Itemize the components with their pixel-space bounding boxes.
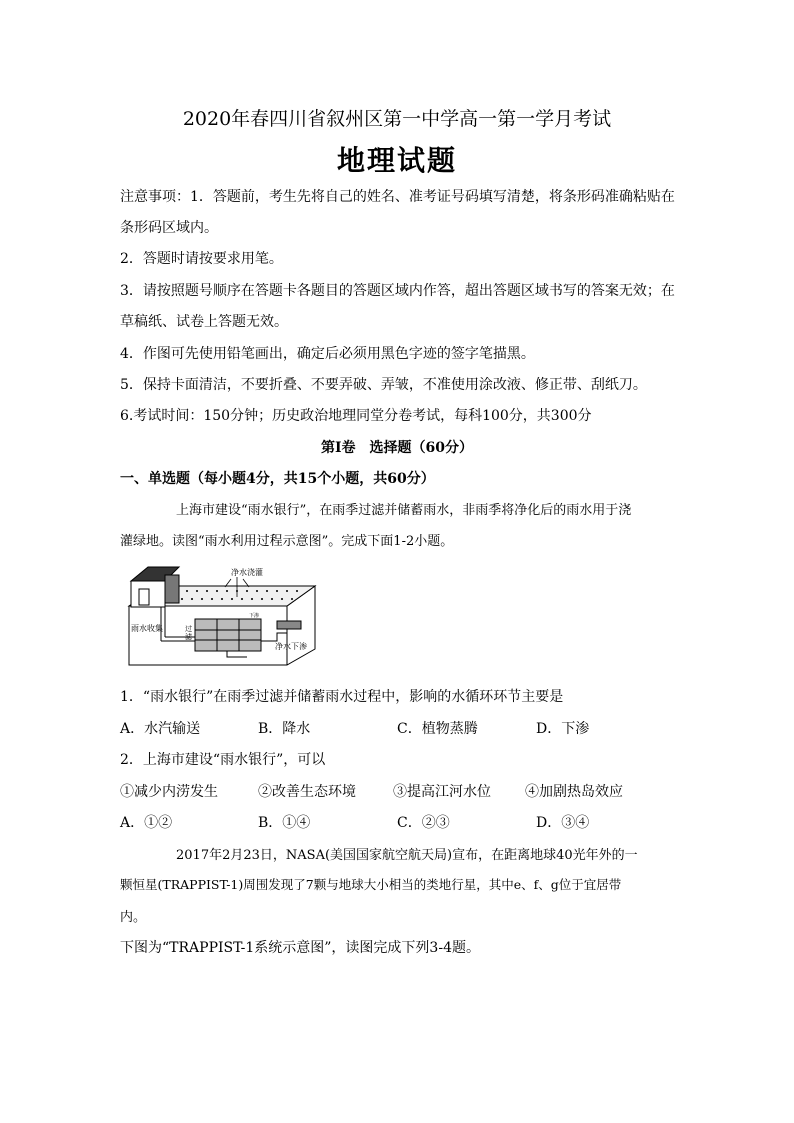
question-1-stem: 1．“雨水银行”在雨季过滤并储蓄雨水过程中，影响的水循环环节主要是 bbox=[120, 689, 564, 705]
passage2-line-1: 2017年2月23日，NASA(美国国家航空航天局)宣布，在距离地球40光年外的一 bbox=[176, 848, 638, 863]
part-title: 一、单选题（每小题4分，共15个小题，共60分） bbox=[120, 471, 435, 487]
notes-line-6: 6.考试时间：150分钟；历史政治地理同堂分卷考试，每科100分，共300分 bbox=[120, 408, 592, 424]
notes-line-3b: 草稿纸、试卷上答题无效。 bbox=[120, 314, 288, 330]
q2-option-d: D．③④ bbox=[536, 815, 590, 831]
label-rain-collect: 雨水收集 bbox=[131, 624, 163, 633]
exam-title: 2020年春四川省叙州区第一中学高一第一学月考试 bbox=[182, 108, 612, 130]
q2-choice-4: ④加剧热岛效应 bbox=[525, 784, 623, 800]
notes-line-5: 5．保持卡面清洁，不要折叠、不要弄破、弄皱，不准使用涂改液、修正带、刮纸刀。 bbox=[120, 377, 647, 393]
label-filter-2: 滤 bbox=[185, 633, 192, 641]
rainwater-diagram bbox=[127, 561, 319, 669]
q2-choice-1: ①减少内涝发生 bbox=[120, 784, 218, 800]
q1-option-a: A．水汽输送 bbox=[120, 721, 201, 737]
q2-option-b: B．①④ bbox=[258, 815, 311, 831]
label-down: 下渗 bbox=[249, 613, 260, 619]
notes-line-1b: 条形码区域内。 bbox=[120, 220, 218, 236]
notes-line-3: 3．请按照题号顺序在答题卡各题目的答题区域内作答，超出答题区域书写的答案无效；在 bbox=[120, 283, 675, 299]
subject-title: 地理试题 bbox=[336, 144, 457, 177]
question-2-stem: 2．上海市建设“雨水银行”，可以 bbox=[120, 752, 326, 768]
notes-line-2: 2．答题时请按要求用笔。 bbox=[120, 251, 283, 267]
passage2-line-4: 下图为“TRAPPIST-1系统示意图”，读图完成下列3-4题。 bbox=[120, 940, 480, 956]
passage1-line-2: 灌绿地。读图“雨水利用过程示意图”。完成下面1-2小题。 bbox=[120, 534, 454, 549]
q1-option-c: C．植物蒸腾 bbox=[397, 721, 478, 737]
passage2-line-3: 内。 bbox=[120, 910, 147, 925]
notes-line-1: 注意事项：1．答题前，考生先将自己的姓名、准考证号码填写清楚，将条形码准确粘贴在 bbox=[120, 189, 675, 205]
q2-option-a: A．①② bbox=[120, 815, 173, 831]
passage2-line-2: 颗恒星(TRAPPIST-1)周围发现了7颗与地球大小相当的类地行星，其中e、f、g位于宜居带 bbox=[120, 877, 622, 892]
q1-option-b: B．降水 bbox=[258, 721, 311, 737]
notes-line-4: 4．作图可先使用铅笔画出，确定后必须用黑色字迹的签字笔描黑。 bbox=[120, 346, 535, 362]
label-infiltrate: 净水下渗 bbox=[275, 642, 307, 651]
passage1-line-1: 上海市建设“雨水银行”，在雨季过滤并储蓄雨水，非雨季将净化后的雨水用于浇 bbox=[176, 503, 632, 518]
label-filter-1: 过 bbox=[185, 625, 192, 633]
section-title: 第Ⅰ卷 选择题（60分） bbox=[320, 440, 474, 456]
label-purify-irrigate: 净水浇灌 bbox=[231, 568, 263, 577]
q1-option-d: D．下渗 bbox=[536, 721, 590, 737]
q2-option-c: C．②③ bbox=[397, 815, 450, 831]
q2-choice-3: ③提高江河水位 bbox=[393, 784, 491, 800]
q2-choice-2: ②改善生态环境 bbox=[258, 784, 356, 800]
